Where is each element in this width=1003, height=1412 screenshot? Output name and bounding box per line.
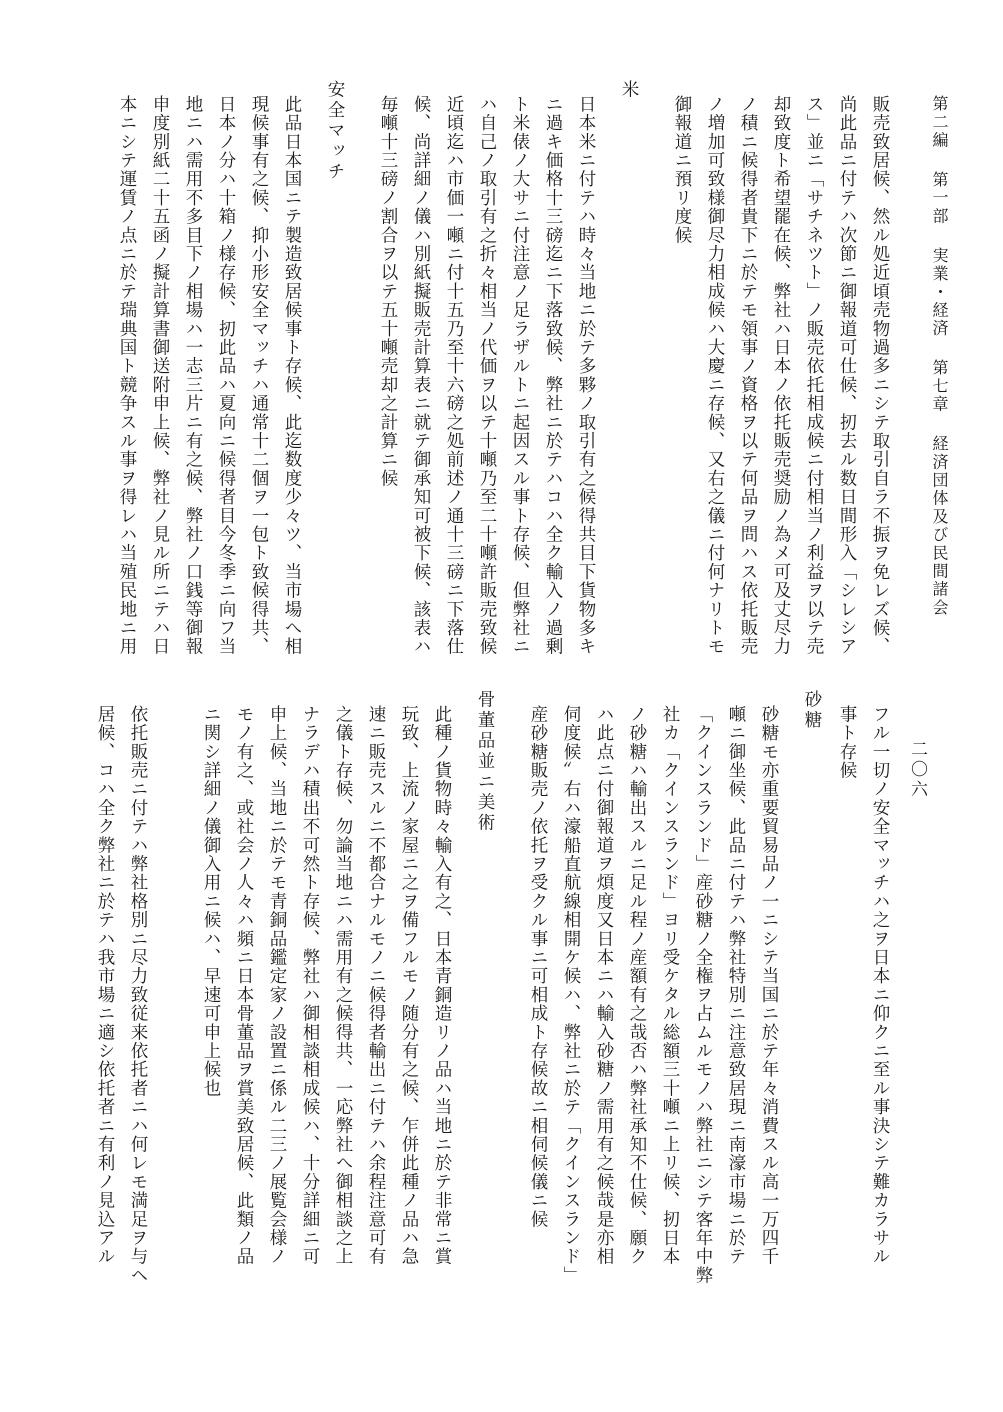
text-column: ナラデハ積出不可然ト存候、弊社ハ御相談相成候ハ、十分詳細ニ可 — [300, 705, 320, 1266]
text-column: 居候、コハ全ク弊社ニ於テハ我市場ニ適シ依托者ニ有利ノ見込アル — [95, 705, 115, 1266]
text-column: 本ニシテ運賃ノ点ニ於テ瑞典国ト競争スル事ヲ得レハ当殖民地ニ用 — [117, 95, 137, 656]
section-heading-antiques-and-art: 骨董品並ニ美術 — [475, 690, 495, 834]
text-column: 現候事有之候、抑小形安全マッチハ通常十二個ヲ一包ト致候得共、 — [249, 95, 269, 656]
text-column: 此品日本国ニテ製造致居候事ト存候、此迄数度少々ツ、当市場へ相 — [282, 95, 302, 656]
text-column: 日本ノ分ハ十箱ノ様存候、扨此品ハ夏向ニ候得者目今冬季ニ向フ当 — [216, 95, 236, 656]
header-chapter: 第七章 — [930, 359, 949, 414]
text-column: 尚此品ニ付テハ次節ニ御報道可仕候、扨去ル数日間形入「シレシア — [837, 95, 857, 656]
text-column: フル一切ノ安全マッチハ之ヲ日本ニ仰クニ至ル事決シテ難カラサル — [870, 705, 890, 1266]
page-number: 二〇六 — [907, 740, 927, 800]
text-column: 却致度ト希望罷在候、弊社ハ日本ノ依托販売奨励ノ為メ可及丈尽力 — [771, 95, 791, 656]
header-chapter-title: 経済団体及び民間諸会 — [930, 435, 949, 618]
text-column: ノ増加可致様御尽力相成候ハ大慶ニ存候、又右之儀ニ付何ナリトモ — [705, 95, 725, 656]
text-column: ハ此点ニ付御報道ヲ煩度又日本ニハ輸入砂糖ノ需用有之候哉是亦相 — [594, 705, 614, 1266]
text-column: 日本米ニ付テハ時々当地ニ於テ多夥ノ取引有之候得共目下貨物多キ — [576, 95, 596, 656]
text-column: 販売致居候、然ル処近頃売物過多ニシテ取引自ラ不振ヲ免レズ候、 — [870, 95, 890, 656]
running-header — [928, 95, 951, 695]
text-column: ハ自己ノ取引有之折々相当ノ代価ヲ以テ十噸乃至二十噸許販売致候 — [477, 95, 497, 656]
text-column: 速ニ販売スルニ不都合ナルモノニ候得者輸出ニ付テハ余程注意可有 — [366, 705, 386, 1266]
text-column: ス」並ニ「サチネツト」ノ販売依托相成候ニ付相当ノ利益ヲ以テ売 — [804, 95, 824, 656]
text-column: 噸ニ御坐候、此品ニ付テハ弊社特別ニ注意致居現ニ南濠市場ニ於テ — [726, 705, 746, 1266]
text-column: 玩致、上流ノ家屋ニ之ヲ備フルモノ随分有之候、乍併此種ノ品ハ急 — [399, 705, 419, 1266]
text-column: 申度別紙二十五函ノ擬計算書御送附申上候、弊社ノ見ル所ニテハ日 — [150, 95, 170, 656]
text-column: 産砂糖販売ノ依托ヲ受クル事ニ可相成ト存候故ニ相伺候儀ニ候 — [528, 705, 548, 1229]
text-column: ニ過キ価格十三磅迄ニ下落致候、弊社ニ於テハコハ全ク輸入ノ過剰 — [543, 95, 563, 656]
text-column: 社カ「クインスランド」ヨリ受ケタル総額三十噸ニ上リ候、扨日本 — [660, 705, 680, 1266]
text-column: 事ト存候 — [837, 705, 857, 780]
text-column: 毎噸十三磅ノ割合ヲ以テ五十噸売却之計算ニ候 — [378, 95, 398, 488]
text-column: 依托販売ニ付テハ弊社格別ニ尽力致従来依托者ニハ何レモ満足ヲ与ヘ — [128, 705, 148, 1285]
header-part: 第二編 — [930, 95, 949, 150]
text-column: 之儀ト存候、勿論当地ニハ需用有之候得共、一応弊社へ御相談之上 — [333, 705, 353, 1266]
text-column: 砂糖モ亦重要貿易品ノ一ニシテ当国ニ於テ年々消費スル高一万四千 — [759, 705, 779, 1266]
section-heading-safety-match: 安全マッチ — [325, 80, 345, 183]
header-division-title: 実業・経済 — [930, 246, 949, 338]
text-column: ノ砂糖ハ輸出スルニ足ル程ノ産額有之哉否ハ弊社承知不仕候、願ク — [627, 705, 647, 1266]
text-column: ニ関シ詳細ノ儀御入用ニ候ハ、早速可申上候也 — [201, 705, 221, 1098]
section-heading-sugar: 砂糖 — [802, 690, 822, 731]
text-column: 近頃迄ハ市価一噸ニ付十五乃至十六磅之処前述ノ通十三磅ニ下落仕 — [444, 95, 464, 656]
text-column: ノ積ニ候得者貴下ニ於テモ領事ノ資格ヲ以テ何品ヲ問ハス依托販売 — [738, 95, 758, 656]
header-division: 第一部 — [930, 170, 949, 226]
section-heading-rice: 米 — [619, 80, 639, 101]
text-column: 此種ノ貨物時々輸入有之、日本青銅造リノ品ハ当地ニ於テ非常ニ賞 — [432, 705, 452, 1266]
text-column: 地ニハ需用不多目下ノ相場ハ一志三片ニ有之候、弊社ノ口銭等御報 — [183, 95, 203, 656]
text-column: 申上候、当地ニ於テモ青銅品鑑定家ノ設置ニ係ル二三ノ展覧会様ノ — [267, 705, 287, 1266]
text-column: ト米俵ノ大サニ付注意ノ足ラザルトニ起因スル事ト存候、但弊社ニ — [510, 95, 530, 656]
text-column: 御報道ニ預リ度候 — [672, 95, 692, 245]
text-column: 候、尚詳細ノ儀ハ別紙擬販売計算表ニ就テ御承知可被下候、該表ハ — [411, 95, 431, 656]
text-column: 「クインスランド」産砂糖ノ全権ヲ占ムルモノハ弊社ニシテ客年中弊 — [693, 705, 713, 1285]
text-column: モノ有之、或社会ノ人々ハ頻ニ日本骨董品ヲ賞美致居候、此類ノ品 — [234, 705, 254, 1266]
text-column: 伺度候〟右ハ濠船直航線相開ケ候ハ、弊社ニ於テ「クインスランド」 — [561, 705, 581, 1285]
